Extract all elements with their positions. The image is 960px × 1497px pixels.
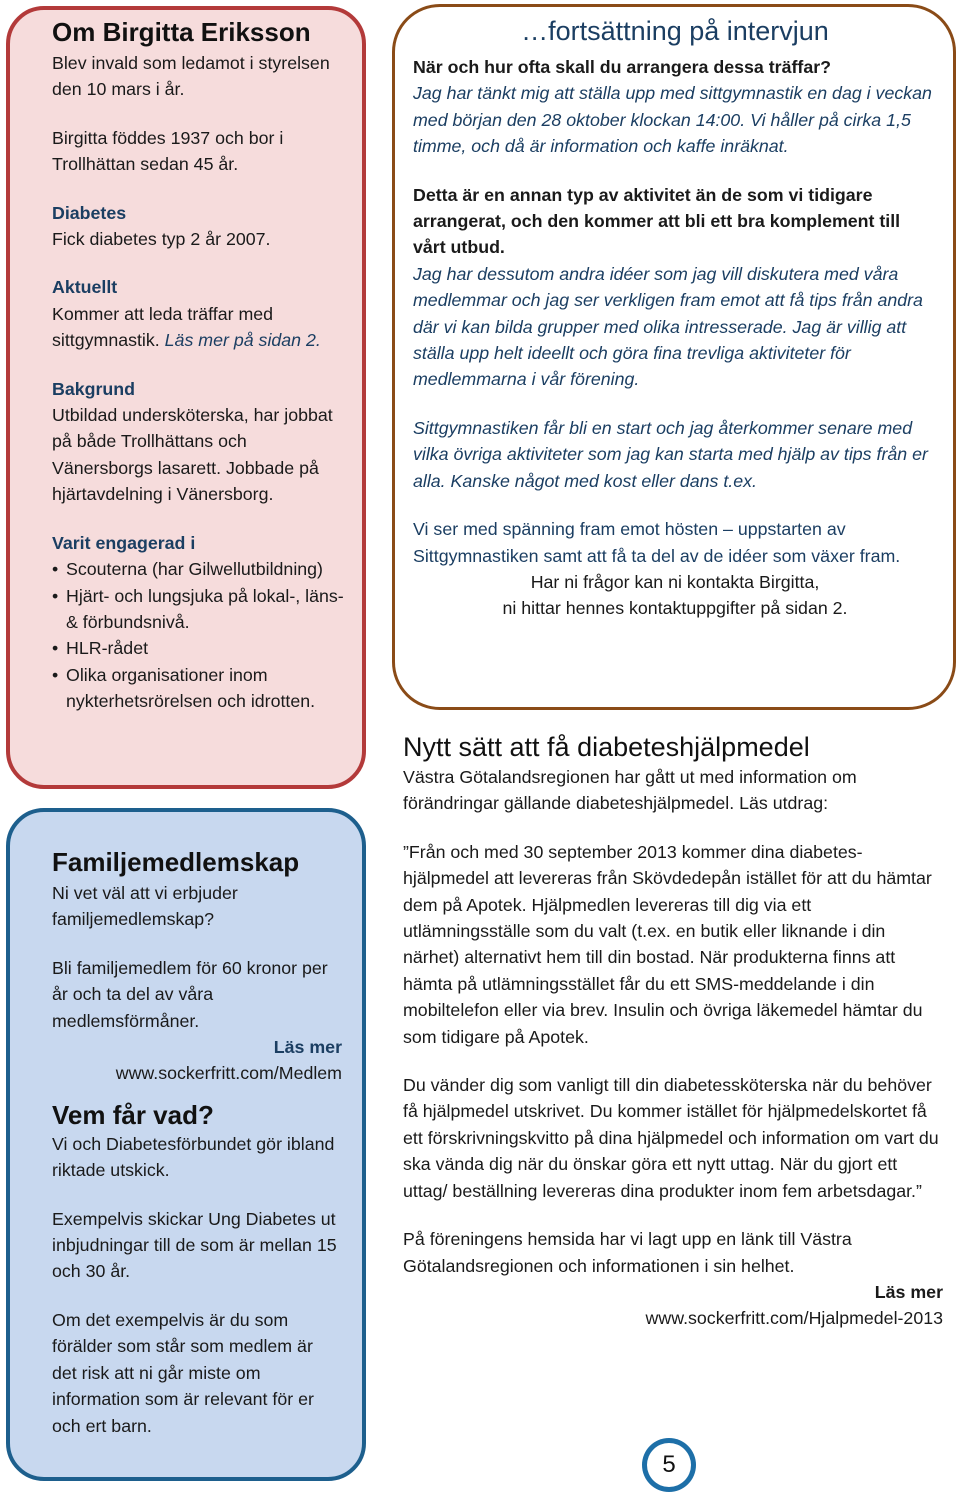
list-item: • Hjärt- och lungsjuka på lokal-, läns- & förbundsnivå. bbox=[52, 583, 352, 636]
article-intro: Västra Götalandsregionen har gått ut med information om förändringar gällande diabeteshjälpmedel. Läs utdrag: bbox=[403, 767, 857, 814]
page-number: 5 bbox=[647, 1443, 691, 1487]
interview-content bbox=[413, 14, 937, 622]
article-read-more[interactable]: Läs mer bbox=[874, 1281, 943, 1302]
about-intro: Blev invald som ledamot i styrelsen den 10 mars i år. bbox=[52, 53, 330, 100]
family-p4: Exempelvis skickar Ung Diabetes ut inbjudningar till de som är mellan 15 och 30 år. bbox=[52, 1208, 337, 1282]
family-content bbox=[52, 846, 342, 1439]
family-p5: Om det exempelvis är du som förälder som står som medlem är det risk att ni går miste om information som är relevant för er och ert barn. bbox=[52, 1309, 314, 1436]
article-title: Nytt sätt att få diabeteshjälpmedel bbox=[403, 732, 810, 762]
current-link[interactable]: Läs mer på sidan 2. bbox=[164, 330, 321, 351]
article-outro: På föreningens hemsida har vi lagt upp en länk till Västra Götalandsregionen och informationen i sin helhet. bbox=[403, 1229, 852, 1276]
article-url-link[interactable]: www.sockerfritt.com/Hjalpmedel-2013 bbox=[645, 1308, 943, 1329]
interview-title: …fortsättning på intervjun bbox=[521, 16, 829, 46]
interview-q1: När och hur ofta skall du arrangera dessa träffar? bbox=[413, 57, 831, 77]
current-paragraph bbox=[52, 301, 352, 354]
family-p2: Bli familjemedlem för 60 kronor per år och ta del av våra medlemsförmåner. bbox=[52, 957, 328, 1031]
article-quote-2: Du vänder dig som vanligt till din diabetessköterska när du behöver få hjälpmedel utskrivet. Du kommer istället för hjälpmedelskortet få ett förskrivningskvitto på dina hjälpmedel och information om vart du ska vända dig när du önskar göra ett nytt uttag. När du gjort ett uttag/ beställning levereras dina produkter inom fem arbetsdagar.” bbox=[403, 1075, 939, 1201]
article-content bbox=[403, 730, 943, 1332]
family-title: Familjemedlemskap bbox=[52, 847, 300, 877]
current-heading: Aktuellt bbox=[52, 277, 118, 298]
family-url-link[interactable]: www.sockerfritt.com/Medlem bbox=[115, 1063, 342, 1084]
interview-a3: Sittgymnastiken får bli en start och jag återkommer senare med vilka övriga aktiviteter som jag kan starta med hjälp av tips från er alla. Kanske något med kost eller dans t.ex. bbox=[413, 417, 928, 491]
list-item: • HLR-rådet bbox=[52, 635, 352, 661]
interview-q2: Detta är en annan typ av aktivitet än de som vi tidigare arrangerat, och den kommer att bli ett bra komplement till vårt utbud. bbox=[413, 184, 901, 258]
article-quote-1: ”Från och med 30 september 2013 kommer dina diabetes-hjälpmedel att levereras från Skövdedepån istället för att du hämtar dem på Apotek. Hjälpmedlen levereras till dig via ett utlämningsställe som du valt (t.ex. en butik eller liknande i din närhet) alternativt hem till din bostad. När produkterna finns att hämta på utlämningsstället får du ett SMS-meddelande i din mobiltelefon eller via brev. Insulin och övriga läkemedel hämtar du som tidigare på Apotek. bbox=[403, 841, 932, 1047]
current-text: Kommer att leda träffar med sittgymnastik. bbox=[52, 303, 274, 351]
engaged-heading: Varit engagerad i bbox=[52, 532, 196, 553]
about-born: Birgitta föddes 1937 och bor i Trollhättan sedan 45 år. bbox=[52, 127, 284, 175]
interview-p4: Vi ser med spänning fram emot hösten – uppstarten av Sittgymnastiken samt att få ta del av de idéer som växer fram. bbox=[413, 519, 901, 566]
list-item: • Scouterna (har Gilwellutbildning) bbox=[52, 556, 352, 582]
interview-contact-2: ni hittar hennes kontaktuppgifter på sidan 2. bbox=[502, 598, 848, 619]
interview-a1: Jag har tänkt mig att ställa upp med sittgymnastik en dag i veckan med början den 28 oktober klockan 14:00. Vi håller på cirka 1,5 timme, och då är information och kaffe inräknat. bbox=[413, 83, 932, 157]
diabetes-text: Fick diabetes typ 2 år 2007. bbox=[52, 229, 271, 250]
interview-contact-1: Har ni frågor kan ni kontakta Birgitta, bbox=[530, 571, 820, 592]
who-gets-what-title: Vem får vad? bbox=[52, 1099, 214, 1130]
list-item: • Olika organisationer inom nykterhetsrörelsen och idrotten. bbox=[52, 662, 352, 715]
interview-a2: Jag har dessutom andra idéer som jag vill diskutera med våra medlemmar och jag ser verkligen fram emot att få tips från andra där vi kan bilda grupper med olika intresserade. Jag är villig att ställa upp helt ideellt och göra fina trevliga aktiviteter för medlemmarna i vår förening. bbox=[413, 263, 923, 390]
about-title: Om Birgitta Eriksson bbox=[52, 17, 311, 47]
background-heading: Bakgrund bbox=[52, 378, 135, 399]
page-number-badge bbox=[642, 1438, 696, 1492]
family-p3: Vi och Diabetesförbundet gör ibland riktade utskick. bbox=[52, 1133, 335, 1181]
background-text: Utbildad undersköterska, har jobbat på både Trollhättans och Vänersborgs lasarett. Jobbade på hjärtavdelning i Vänersborg. bbox=[52, 405, 333, 505]
about-birgitta-content bbox=[52, 16, 352, 715]
family-read-more[interactable]: Läs mer bbox=[273, 1037, 342, 1058]
family-p1: Ni vet väl att vi erbjuder familjemedlemskap? bbox=[52, 883, 238, 930]
engaged-list bbox=[52, 556, 352, 714]
diabetes-heading: Diabetes bbox=[52, 202, 127, 223]
